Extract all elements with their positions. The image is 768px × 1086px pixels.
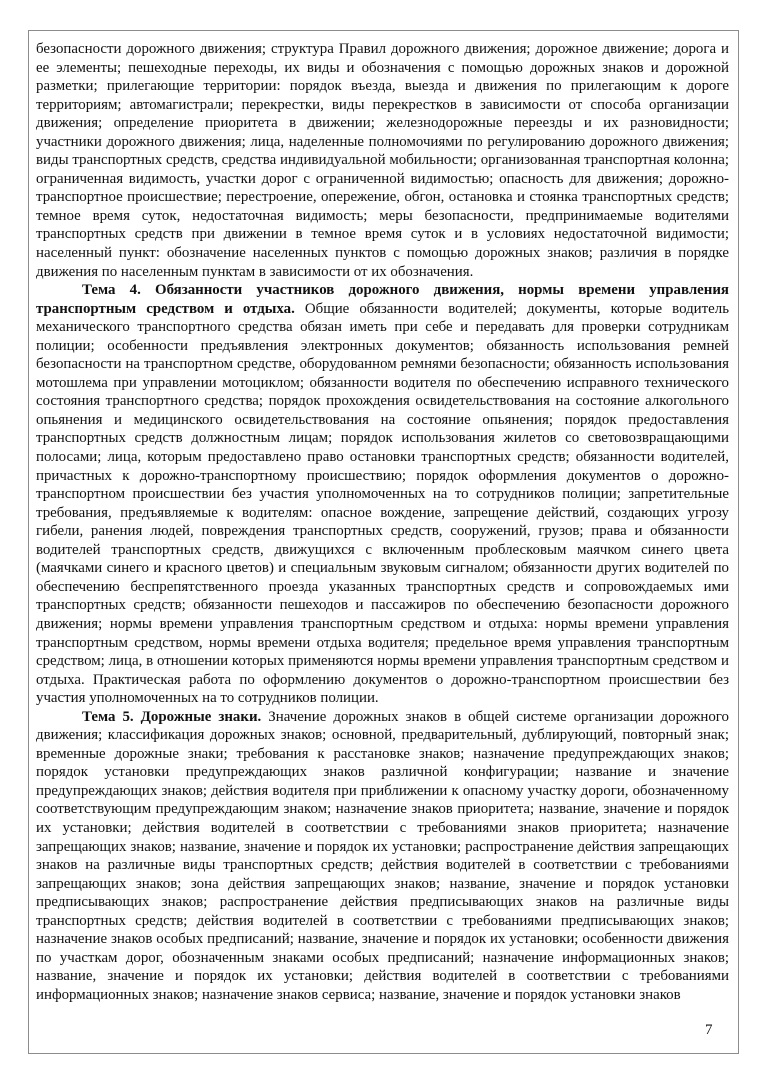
topic-4-title: Тема 4. Обязанности участников дорожного движения, нормы времени управления транспортным средством и отдыха. [36,282,729,317]
paragraph-continuation [36,40,729,281]
topic-5-text: Значение дорожных знаков в общей системе организации дорожного движения; классификация дорожных знаков; основной, предварительный, дублирующий, повторный знак; временные дорожные знаки; требования к расстановке знаков; назначение предупреждающих знаков; порядок установки предупреждающих знаков различной конфигурации; название и значение предупреждающих знаков; действия водителя при приближении к опасному участку дороги, обозначенному соответствующим предупреждающим знаком; назначение знаков приоритета; название, значение и порядок их установки; действия водителей в соответствии с требованиями знаков приоритета; назначение запрещающих знаков; название, значение и порядок их установки; распространение действия запрещающих знаков на различные виды транспортных средств; действия водителей в соответствии с требованиями запрещающих знаков; зона действия запрещающих знаков; название, значение и порядок установки предписывающих знаков; распространение действия предписывающих знаков на различные виды транспортных средств; действия водителей в соответствии с требованиями предписывающих знаков; назначение знаков особых предписаний; название, значение и порядок их установки; особенности движения по участкам дорог, обозначенным знаками особых предписаний; назначение информационных знаков; название, значение и порядок их установки; действия водителей в соответствии с требованиями информационных знаков; назначение знаков сервиса; название, значение и порядок установки знаков [36,708,729,1003]
paragraph-topic-4 [36,281,729,708]
paragraph-text: безопасности дорожного движения; структура Правил дорожного движения; дорожное движение; дорога и ее элементы; пешеходные переходы, их виды и обозначения с помощью дорожных знаков и дорожной разметки; прилегающие территории: порядок въезда, выезда и движения по прилегающим к дороге территориям; автомагистрали; перекрестки, виды перекрестков в зависимости от способа организации движения; определение приоритета в движении; железнодорожные переезды и их разновидности; участники дорожного движения; лица, наделенные полномочиями по регулированию дорожного движения; виды транспортных средств, средства индивидуальной мобильности; организованная транспортная колонна; ограниченная видимость, участки дорог с ограниченной видимостью; опасность для движения; дорожно-транспортное происшествие; перестроение, опережение, обгон, остановка и стоянка транспортных средств; темное время суток, недостаточная видимость; меры безопасности, предпринимаемые водителями транспортных средств при движении в темное время суток и в условиях недостаточной видимости; населенный пункт: обозначение населенных пунктов с помощью дорожных знаков; различия в порядке движения по населенным пунктам в зависимости от их обозначения. [36,41,729,280]
paragraph-topic-5 [36,708,729,1005]
topic-4-text: Общие обязанности водителей; документы, которые водитель механического транспортного средства обязан иметь при себе и передавать для проверки сотрудникам полиции; особенности предъявления электронных документов; обязанность использования ремней безопасности на транспортном средстве, оборудованном ремнями безопасности; обязанность использования мотошлема при управлении мотоциклом; обязанности водителя по обеспечению исправного технического состояния транспортного средства; порядок прохождения освидетельствования на состояние алкогольного опьянения и медицинского освидетельствования на состояние опьянения; порядок предоставления транспортных средств должностным лицам; порядок использования жилетов со световозвращающими полосами; лица, которым предоставлено право остановки транспортных средств; обязанности водителей, причастных к дорожно-транспортному происшествию; порядок оформления документов о дорожно-транспортном происшествии без участия уполномоченных на то сотрудников полиции; запретительные требования, предъявляемые к водителям: опасное вождение, запрещение действий, создающих угрозу гибели, ранения людей, повреждения транспортных средств, сооружений, грузов; права и обязанности водителей транспортных средств, движущихся с включенным проблесковым маячком синего цвета (маячками синего и красного цветов) и специальным звуковым сигналом; обязанности других водителей по обеспечению беспрепятственного проезда указанных транспортных средств и сопровождаемых ими транспортных средств; обязанности пешеходов и пассажиров по обеспечению безопасности дорожного движения; нормы времени управления транспортным средством и отдыха: нормы времени управления транспортным средством, нормы времени отдыха водителя; предельное время управления транспортным средством; лица, в отношении которых применяются нормы времени управления транспортным средством и отдыха. Практическая работа по оформлению документов о дорожно-транспортном происшествии без участия уполномоченных на то сотрудников полиции. [36,300,729,707]
topic-5-title: Тема 5. Дорожные знаки. [82,708,262,725]
page-number: 7 [705,1022,713,1038]
document-body [36,40,729,1004]
